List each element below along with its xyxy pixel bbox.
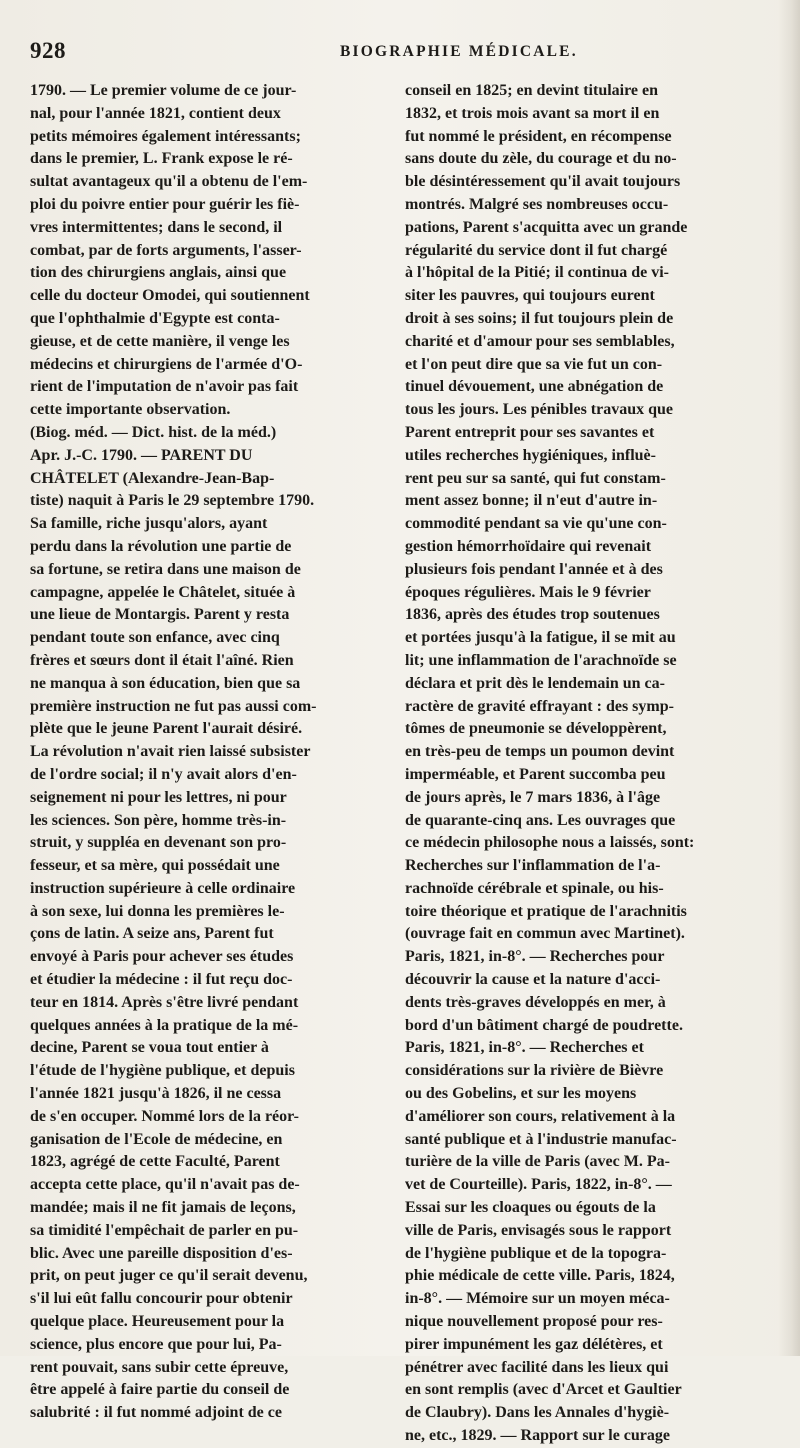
running-title: BIOGRAPHIE MÉDICALE. [340,43,578,60]
page-number: 928 [30,38,66,63]
text-column-left: 1790. — Le premier volume de ce jour- nal, pour l'année 1821, contient deux petits mémoires également intéressants; dans le premier, L. Frank expose le ré- sultat avantageux qu'il a obtenu de l'em- ploi du poivre entier pour guérir les fiè- vres intermittentes; dans le second, il combat, par de forts arguments, l'asser- tion des chirurgiens anglais, ainsi que celle du docteur Omodei, qui soutiennent que l'ophthalmie d'Egypte est conta- gieuse, et de cette manière, il venge les médecins et chirurgiens de l'armée d'O- rient de l'imputation de n'avoir pas fait cette importante observation. (Biog. méd. — Dict. hist. de la méd.) Apr. J.-C. 1790. — PARENT DU CHÂTELET (Alexandre-Jean-Bap- tiste) naquit à Paris le 29 septembre 1790. Sa famille, riche jusqu'alors, ayant perdu dans la révolution une partie de sa fortune, se retira dans une maison de campagne, appelée le Châtelet, située à une lieue de Montargis. Parent y resta pendant toute son enfance, avec cinq frères et sœurs dont il était l'aîné. Rien ne manqua à son éducation, bien que sa première instruction ne fut pas aussi com- plète que le jeune Parent l'aurait désiré. La révolution n'avait rien laissé subsister de l'ordre social; il n'y avait alors d'en- seignement ni pour les lettres, ni pour les sciences. Son père, homme très-in- struit, y suppléa en devenant son pro- fesseur, et sa mère, qui possédait une instruction supérieure à celle ordinaire à son sexe, lui donna les premières le- çons de latin. A seize ans, Parent fut envoyé à Paris pour achever ses études et étudier la médecine : il fut reçu doc- teur en 1814. Après s'être livré pendant quelques années à la pratique de la mé- decine, Parent se voua tout entier à l'étude de l'hygiène publique, et depuis l'année 1821 jusqu'à 1826, il ne cessa de s'en occuper. Nommé lors de la réor- ganisation de l'Ecole de médecine, en 1823, agrégé de cette Faculté, Parent accepta cette place, qu'il n'avait pas de- mandée; mais il ne fit jamais de leçons, sa timidité l'empêchait de parler en pu- blic. Avec une pareille disposition d'es- prit, on peut juger ce qu'il serait devenu, s'il lui eût fallu concourir pour obtenir quelque place. Heureusement pour la science, plus encore que pour lui, Pa- rent pouvait, sans subir cette épreuve, être appelé à faire partie du conseil de salubrité : il fut nommé adjoint de ce [30,82,317,1422]
page-edge-shadow [778,0,800,1356]
page-header [30,38,770,68]
text-column-right: conseil en 1825; en devint titulaire en 1832, et trois mois avant sa mort il en fut nommé le président, en récompense sans doute du zèle, du courage et du no- ble désintéressement qu'il avait toujours montrés. Malgré ses nombreuses occu- pations, Parent s'acquitta avec un grande régularité du service dont il fut chargé à l'hôpital de la Pitié; il continua de vi- siter les pauvres, qui toujours eurent droit à ses soins; il fut toujours plein de charité et d'amour pour ses semblables, et l'on peut dire que sa vie fut un con- tinuel dévouement, une abnégation de tous les jours. Les pénibles travaux que Parent entreprit pour ses savantes et utiles recherches hygiéniques, influè- rent peu sur sa santé, qui fut constam- ment assez bonne; il n'eut d'autre in- commodité pendant sa vie qu'une con- gestion hémorrhoïdaire qui revenait plusieurs fois pendant l'année et à des époques régulières. Mais le 9 février 1836, après des études trop soutenues et portées jusqu'à la fatigue, il se mit au lit; une inflammation de l'arachnoïde se déclara et prit dès le lendemain un ca- ractère de gravité effrayant : des symp- tômes de pneumonie se développèrent, en très-peu de temps un poumon devint imperméable, et Parent succomba peu de jours après, le 7 mars 1836, à l'âge de quarante-cinq ans. Les ouvrages que ce médecin philosophe nous a laissés, sont: Recherches sur l'inflammation de l'a- rachnoïde cérébrale et spinale, ou his- toire théorique et pratique de l'arachnitis (ouvrage fait en commun avec Martinet). Paris, 1821, in-8°. — Recherches pour découvrir la cause et la nature d'acci- dents très-graves développés en mer, à bord d'un bâtiment chargé de poudrette. Paris, 1821, in-8°. — Recherches et considérations sur la rivière de Bièvre ou des Gobelins, et sur les moyens d'améliorer son cours, relativement à la santé publique et à l'industrie manufac- turière de la ville de Paris (avec M. Pa- vet de Courteille). Paris, 1822, in-8°. — Essai sur les cloaques ou égouts de la ville de Paris, envisagés sous le rapport de l'hygiène publique et de la topogra- phie médicale de cette ville. Paris, 1824, in-8°. — Mémoire sur un moyen méca- nique nouvellement proposé pour res- pirer impunément les gaz délétères, et pénétrer avec facilité dans les lieux qui en sont remplis (avec d'Arcet et Gaultier de Claubry). Dans les Annales d'hygiè- ne, etc., 1829. — Rapport sur le curage [405,82,695,1445]
